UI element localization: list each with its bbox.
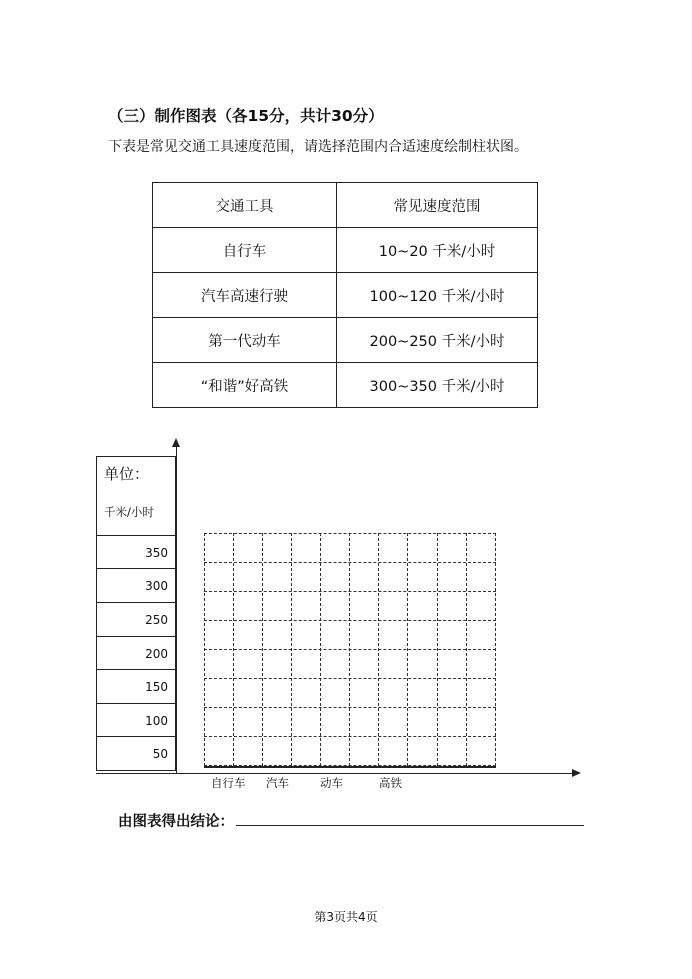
y-tick-row [96,703,176,737]
x-category-label: 动车 [320,776,343,790]
table-cell-vehicle: 汽车高速行驶 [153,273,337,318]
y-tick-label: 200 [145,647,168,661]
y-axis-label: 单位： [104,465,150,483]
y-tick-row [96,669,176,703]
section-title: （三）制作图表（各15分，共计30分） [108,107,384,125]
x-category-label: 高铁 [379,776,402,790]
y-tick-label: 250 [145,613,168,627]
grid-line-horizontal [204,707,496,708]
table-cell-speed: 100~120 千米/小时 [337,273,538,318]
y-tick-row [96,568,176,602]
y-tick-label: 150 [145,680,168,694]
table-cell-vehicle: 自行车 [153,228,337,273]
x-category-label: 汽车 [266,776,289,790]
x-axis-line [96,773,574,774]
y-axis-line [176,446,177,774]
grid-line-horizontal [204,678,496,679]
table-header-vehicle: 交通工具 [153,183,337,228]
grid-line-horizontal [204,736,496,737]
table-row [153,228,538,273]
table-row [153,318,538,363]
table-cell-speed: 300~350 千米/小时 [337,363,538,408]
y-tick-row [96,736,176,770]
table-row [153,363,538,408]
page-number: 第3页共4页 [314,910,378,924]
grid-line-horizontal [204,649,496,650]
table-cell-speed: 200~250 千米/小时 [337,318,538,363]
y-axis-unit: 千米/小时 [104,505,154,519]
conclusion-label: 由图表得出结论： [118,814,234,830]
table-cell-speed: 10~20 千米/小时 [337,228,538,273]
grid-line-horizontal [204,591,496,592]
y-tick-label: 350 [145,546,168,560]
y-tick-label: 100 [145,714,168,728]
grid-line-horizontal [204,620,496,621]
y-tick-row [96,636,176,670]
table-cell-vehicle: 第一代动车 [153,318,337,363]
y-tick-label: 50 [152,747,168,761]
instruction-text: 下表是常见交通工具速度范围，请选择范围内合适速度绘制柱状图。 [108,139,528,155]
y-tick-row [96,535,176,569]
grid-line-horizontal [204,562,496,563]
table-header-speed: 常见速度范围 [337,183,538,228]
y-tick-label: 300 [145,579,168,593]
x-category-label: 自行车 [211,776,246,790]
table-row [153,273,538,318]
conclusion-answer-line[interactable] [236,825,584,826]
grid-baseline [204,766,496,768]
speed-table [152,182,538,408]
table-header-row [153,183,538,228]
y-tick-row [96,602,176,636]
table-cell-vehicle: “和谐”好高铁 [153,363,337,408]
x-axis-arrow-icon [572,769,581,777]
y-axis-arrow-icon [172,438,180,447]
